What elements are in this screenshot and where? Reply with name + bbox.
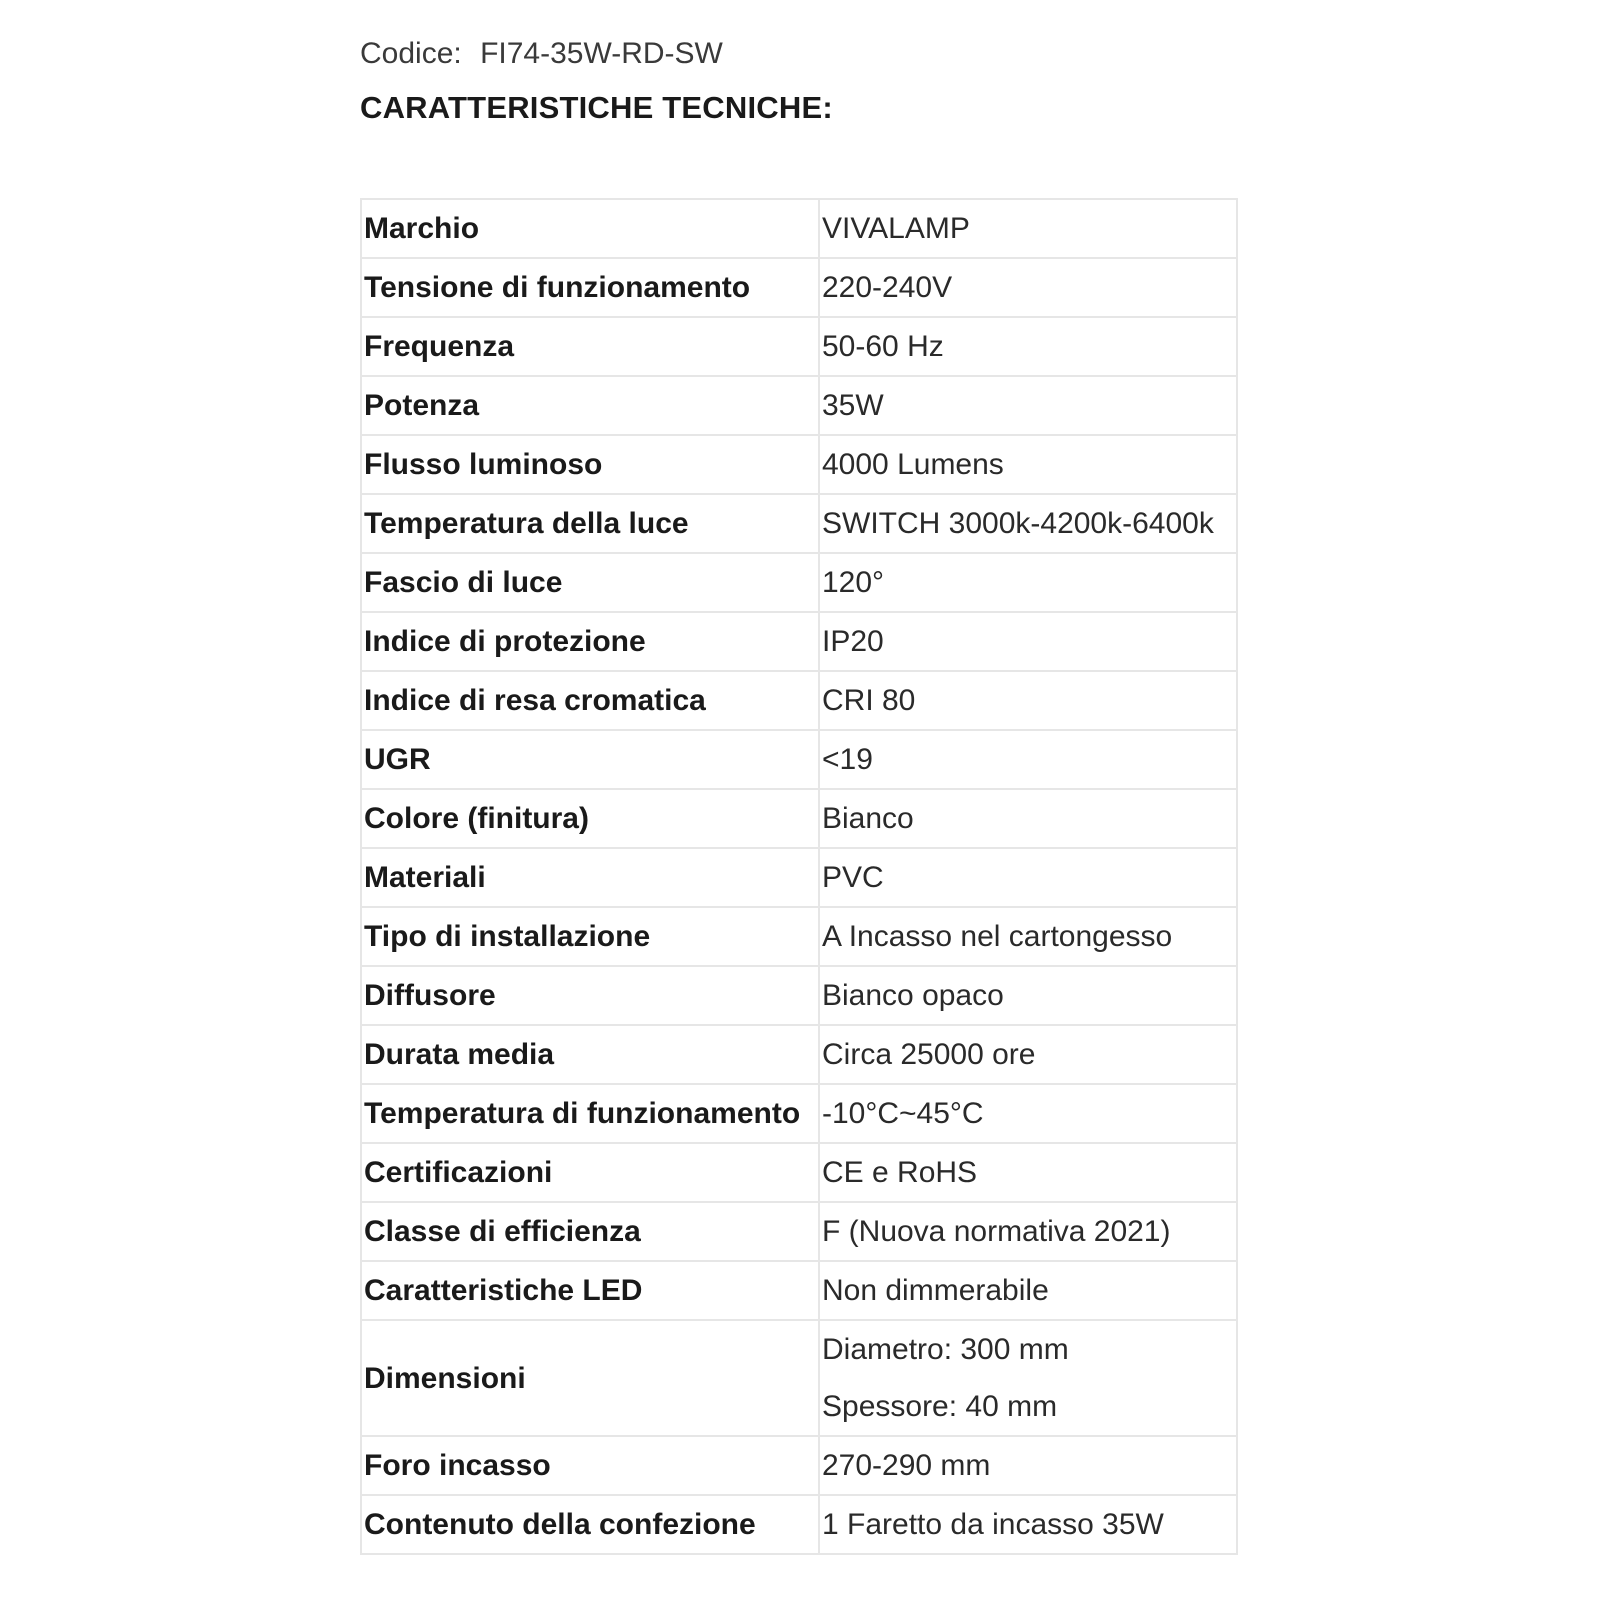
table-row [361,848,1237,907]
spec-value-line: 50-60 Hz [822,330,944,363]
spec-label: Potenza [361,376,819,435]
spec-value [819,1495,1237,1554]
spec-value-line: 270-290 mm [822,1449,991,1482]
spec-value [819,435,1237,494]
table-row [361,612,1237,671]
spec-value-line: Spessore: 40 mm [822,1390,1058,1423]
spec-value-line: Non dimmerabile [822,1274,1049,1307]
spec-value-line: 4000 Lumens [822,448,1004,481]
spec-value [819,1143,1237,1202]
table-row [361,789,1237,848]
spec-label: Classe di efficienza [361,1202,819,1261]
section-title: CARATTERISTICHE TECNICHE: [360,90,833,125]
table-row [361,730,1237,789]
spec-value-line: Circa 25000 ore [822,1038,1036,1071]
spec-label: Flusso luminoso [361,435,819,494]
product-code-line [360,30,1230,78]
spec-value-line: 120° [822,566,885,599]
spec-value [819,553,1237,612]
spec-value-line: 220-240V [822,271,953,304]
spec-value [819,1436,1237,1495]
spec-value-line: -10°C~45°C [822,1097,984,1130]
spec-value-line: VIVALAMP [822,212,970,245]
spec-label: Fascio di luce [361,553,819,612]
spec-value [819,671,1237,730]
specs-table [360,198,1238,1555]
spec-label: UGR [361,730,819,789]
spec-label: Diffusore [361,966,819,1025]
spec-label: Tipo di installazione [361,907,819,966]
spec-value-line: IP20 [822,625,884,658]
table-row [361,1202,1237,1261]
table-row [361,494,1237,553]
spec-value [819,317,1237,376]
spec-value-line: Bianco [822,802,914,835]
table-row [361,966,1237,1025]
table-row [361,1261,1237,1320]
spec-value-line: Diametro: 300 mm [822,1333,1069,1366]
table-row [361,258,1237,317]
table-row [361,199,1237,258]
table-row [361,1436,1237,1495]
spec-value [819,1202,1237,1261]
spec-value-line: CRI 80 [822,684,916,717]
spec-label: Marchio [361,199,819,258]
table-row [361,553,1237,612]
spec-label: Indice di resa cromatica [361,671,819,730]
table-row [361,1084,1237,1143]
spec-value-line: A Incasso nel cartongesso [822,920,1173,953]
spec-label: Contenuto della confezione [361,1495,819,1554]
spec-label: Foro incasso [361,1436,819,1495]
spec-value-line: 35W [822,389,884,422]
spec-value [819,730,1237,789]
spec-value-line: CE e RoHS [822,1156,978,1189]
spec-label: Materiali [361,848,819,907]
table-row [361,376,1237,435]
spec-label: Durata media [361,1025,819,1084]
spec-value [819,1261,1237,1320]
spec-value [819,789,1237,848]
specs-table-body [361,199,1237,1554]
spec-value [819,612,1237,671]
spec-label: Frequenza [361,317,819,376]
spec-value-line: Bianco opaco [822,979,1004,1012]
spec-value-line: PVC [822,861,884,894]
spec-value-line: 1 Faretto da incasso 35W [822,1508,1164,1541]
product-code-label: Codice: [360,37,462,70]
table-row [361,1025,1237,1084]
spec-value [819,376,1237,435]
spec-label: Temperatura di funzionamento [361,1084,819,1143]
spec-value [819,848,1237,907]
table-row [361,907,1237,966]
spec-value-line: <19 [822,743,873,776]
spec-label: Indice di protezione [361,612,819,671]
spec-value [819,1084,1237,1143]
table-row [361,1143,1237,1202]
spec-label: Temperatura della luce [361,494,819,553]
spec-label: Caratteristiche LED [361,1261,819,1320]
spec-value-line: F (Nuova normativa 2021) [822,1215,1171,1248]
product-specs-section [360,30,1230,1541]
spec-label: Dimensioni [361,1320,819,1436]
spec-value-line: SWITCH 3000k-4200k-6400k [822,507,1214,540]
table-row [361,435,1237,494]
spec-value [819,1320,1237,1436]
spec-value [819,258,1237,317]
spec-label: Tensione di funzionamento [361,258,819,317]
spec-value [819,1025,1237,1084]
spec-value [819,907,1237,966]
spec-label: Certificazioni [361,1143,819,1202]
spec-value [819,199,1237,258]
product-code-value: FI74-35W-RD-SW [480,37,723,70]
table-row [361,671,1237,730]
table-row [361,317,1237,376]
spec-value [819,494,1237,553]
spec-value [819,966,1237,1025]
table-row [361,1320,1237,1436]
spec-label: Colore (finitura) [361,789,819,848]
table-row [361,1495,1237,1554]
